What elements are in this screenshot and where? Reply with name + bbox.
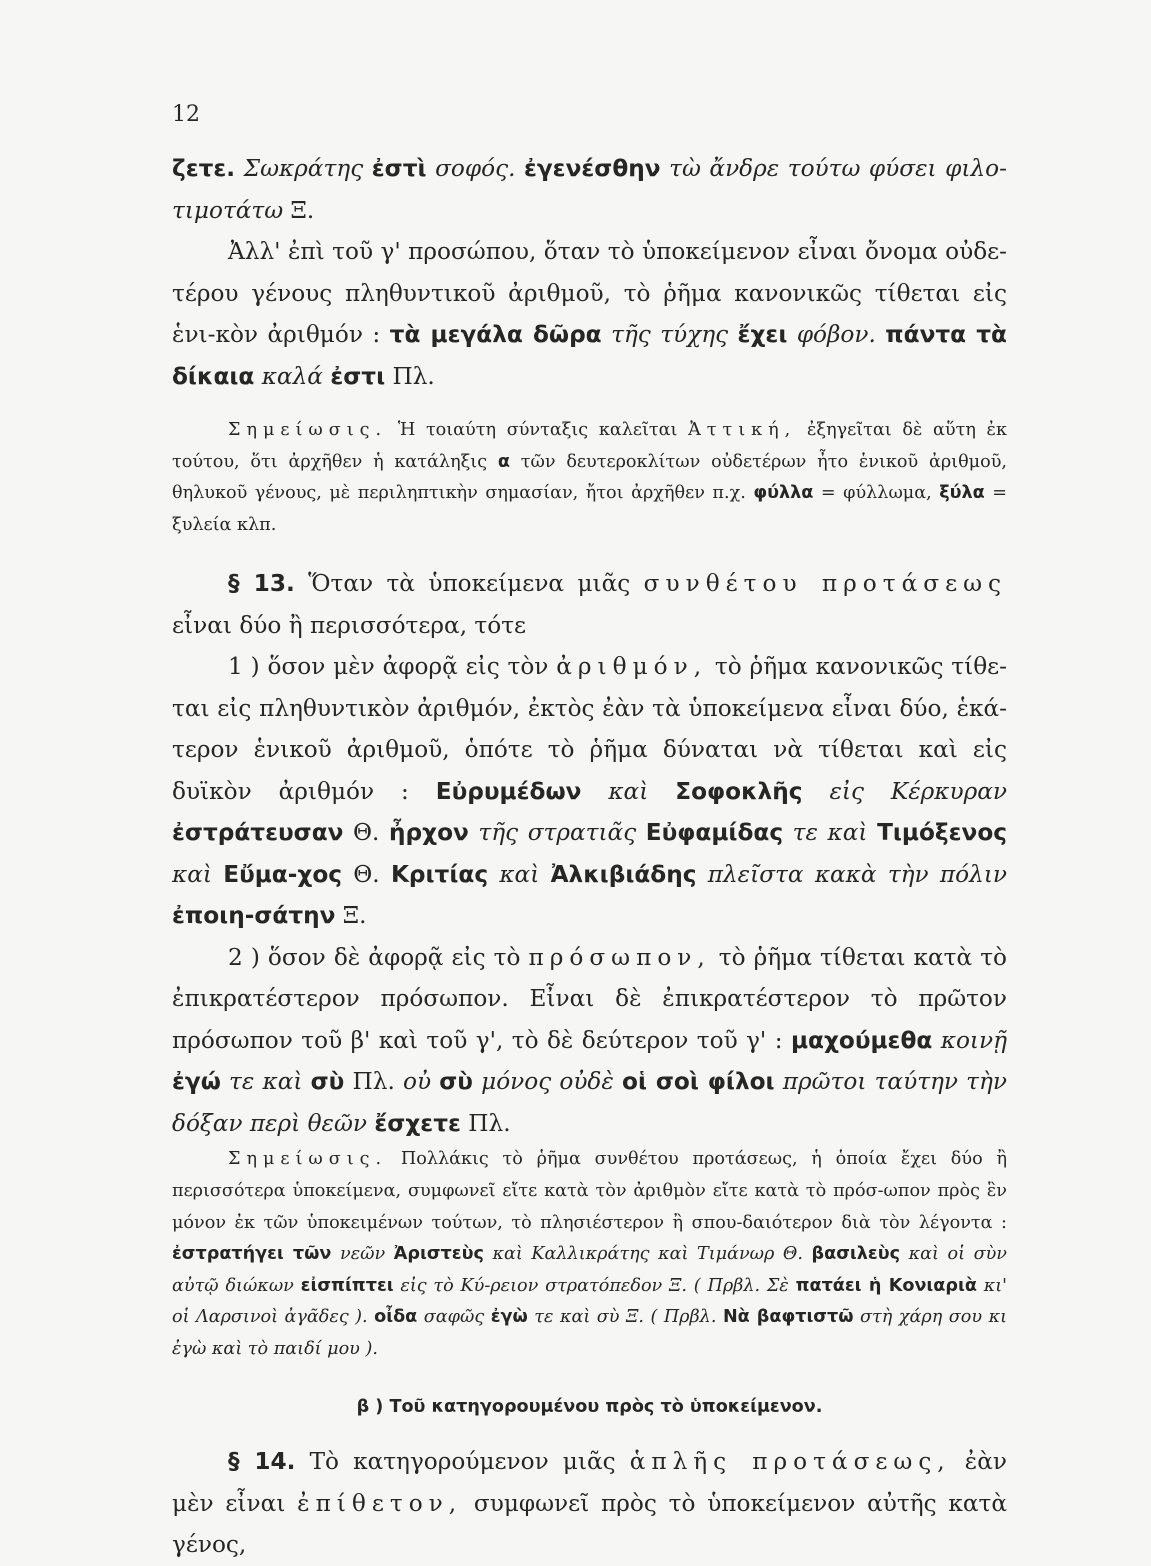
- text: Ξ.: [335, 902, 367, 930]
- text: Πλ.: [385, 362, 435, 390]
- term: βασιλεὺς: [811, 1244, 901, 1265]
- term: ἐστι: [330, 362, 386, 390]
- example-text: πρῶτοι ταύτην τὴν δόξαν περὶ θεῶν: [172, 1068, 1007, 1137]
- term: φύλλα: [753, 483, 814, 504]
- term: ἔσχετε: [374, 1109, 461, 1137]
- spaced-term: ἁπλῆς προτάσεως,: [629, 1448, 951, 1476]
- text: Ξ.: [283, 196, 315, 224]
- page-number: 12: [172, 102, 200, 127]
- section-13-item-2: [172, 937, 1007, 1145]
- text: τὸ ῥῆμα τίθεται κατὰ τὸ ἐπικρατέστερον πρόσωπον. Εἶναι δὲ ἐπικρατέστερον τὸ πρῶτον πρόσωπον τοῦ β' καὶ τοῦ γ', τὸ δὲ δεύτερον τοῦ γ' :: [172, 943, 1007, 1054]
- term: Κριτίας: [390, 860, 489, 888]
- text: τῶν δευτεροκλίτων οὐδετέρων ἦτο ἑνικοῦ ἀριθμοῦ, θηλυκοῦ γένους, μὲ περιληπτικὴν σημασίαν, ἤτοι ἀρχῆθεν π.χ.: [172, 451, 1007, 504]
- term: ἔχει: [737, 321, 788, 348]
- term: οἱ σοὶ φίλοι: [622, 1068, 775, 1096]
- text: ἐξηγεῖται δὲ αὕτη ἐκ τούτου, ὅτι ἀρχῆθεν ἡ κατάληξις: [172, 420, 1007, 472]
- example-text: φόβον.: [787, 321, 886, 348]
- term: ἐστρατήγει τῶν: [172, 1244, 332, 1265]
- term: Εὔμα-χος: [223, 860, 342, 888]
- example-text: καὶ οἱ σὺν αὐτῷ διώκων: [172, 1244, 1007, 1296]
- example-text: καλά: [254, 362, 331, 390]
- term: Εὐφαμίδας: [645, 819, 784, 847]
- term: σὺ: [310, 1068, 345, 1096]
- note-agreement: [172, 1144, 1007, 1365]
- term: τὰ μεγάλα δῶρα: [389, 321, 602, 348]
- section-13-intro: [172, 563, 1007, 646]
- spaced-term: πρόσωπον,: [528, 943, 711, 971]
- term: ζετε.: [172, 155, 236, 182]
- page-body: [172, 148, 1007, 1566]
- paragraph-attic-rule: [172, 231, 1007, 397]
- term: Νὰ βαφτιστῶ: [722, 1307, 854, 1328]
- spaced-term: Ἀττική,: [688, 420, 797, 440]
- text: 1 ) ὅσον μὲν ἀφορᾷ εἰς τὸν: [228, 653, 557, 681]
- text: Ὅταν τὰ ὑποκείμενα μιᾶς: [294, 570, 644, 598]
- term: μαχούμεθα: [790, 1026, 933, 1054]
- example-text: κι' οἱ Λαρσινοὶ ἀγᾶδες ).: [172, 1275, 1007, 1328]
- text: Τὸ κατηγορούμενον μιᾶς: [295, 1448, 630, 1476]
- example-text: οὐ: [403, 1068, 440, 1096]
- section-number: § 13.: [228, 570, 295, 598]
- text: εἶναι δύο ἢ περισσότερα, τότε: [172, 611, 527, 639]
- example-text: σαφῶς: [417, 1307, 491, 1328]
- example-text: καὶ Καλλικράτης καὶ Τιμάνωρ Θ.: [483, 1244, 812, 1265]
- example-text: τὼ ἄνδρε τούτω φύσει φιλο-τιμοτάτω: [172, 155, 1007, 224]
- spaced-term: ἀριθμόν,: [556, 653, 708, 681]
- example-text: καὶ: [172, 860, 224, 888]
- term: σὺ: [439, 1068, 473, 1096]
- paragraph-continuation: [172, 148, 1007, 231]
- note-attic: [172, 415, 1007, 541]
- example-text: Σωκράτης: [243, 155, 364, 182]
- text: Ἀλλ' ἐπὶ τοῦ γ' προσώπου, ὅταν τὸ ὑποκείμενον εἶναι ὄνομα οὐδε-τέρου γένους πληθυντικοῦ ἀριθμοῦ, τὸ ῥῆμα κανονικῶς τίθεται εἰς ἑνι-κὸν ἀριθμόν :: [172, 238, 1007, 348]
- term: ἐγὼ: [490, 1307, 528, 1328]
- subheading-block: [172, 1392, 1007, 1424]
- term: Ἀριστεὺς: [393, 1244, 484, 1265]
- example-text: τῆς τύχης: [601, 321, 738, 348]
- example-text: τε καὶ: [220, 1068, 311, 1096]
- upper-text: [172, 148, 1007, 397]
- example-text: μόνος οὐδὲ: [472, 1068, 623, 1096]
- example-text: εἰς τὸ Κύ-ρειον στρατόπεδον Ξ. ( Πρβλ. Σὲ: [393, 1275, 796, 1296]
- text: Πλ.: [344, 1068, 403, 1096]
- text: τὸ ῥῆμα κανονικῶς τίθε-ται εἰς πληθυντικὸν ἀριθμόν, ἐκτὸς ἐὰν τὰ ὑποκείμενα εἶναι δύο, ἑκά-τερον ἑνικοῦ ἀριθμοῦ, ὁπότε τὸ ῥῆμα δύναται νὰ τίθεται καὶ εἰς δυϊκὸν ἀριθμόν :: [172, 653, 1007, 805]
- section-number: § 14.: [228, 1448, 296, 1476]
- note-label: Σημείωσις.: [228, 420, 388, 440]
- example-text: σοφός.: [435, 155, 516, 182]
- text: Πλ.: [460, 1109, 511, 1137]
- example-text: τε καὶ σὺ Ξ. ( Πρβλ.: [527, 1307, 723, 1328]
- term: Σοφοκλῆς: [675, 777, 803, 805]
- term: Εὐρυμέδων: [435, 777, 582, 805]
- term: Τιμόξενος: [877, 819, 1007, 847]
- term: ἐποιη-σάτην: [172, 902, 336, 930]
- note-block-2: [172, 1144, 1007, 1365]
- term: ἐγώ: [172, 1068, 221, 1096]
- example-text: εἰς Κέρκυραν: [802, 777, 1007, 805]
- text: ἐὰν μὲν εἶναι: [172, 1448, 1007, 1517]
- example-text: καὶ: [581, 777, 676, 805]
- spaced-term: συνθέτου προτάσεως: [643, 570, 1007, 598]
- term: πατάει ἡ Κονιαριὰ: [795, 1275, 977, 1296]
- note-block-1: [172, 415, 1007, 541]
- example-text: τε καὶ: [783, 819, 878, 847]
- section-13: [172, 563, 1007, 1144]
- term: ἐγενέσθην: [523, 155, 661, 182]
- text: συμφωνεῖ πρὸς τὸ ὑποκείμενον αὐτῆς κατὰ γένος,: [172, 1489, 1007, 1559]
- text: Πολλάκις τὸ ῥῆμα συνθέτου προτάσεως, ἡ ὁποία ἔχει δύο ἢ περισσότερα ὑποκείμενα, συμφωνεῖ εἴτε κατὰ τὸν ἀριθμὸν εἴτε κατὰ τὸ πρόσ-ωπον πρὸς ἓν μόνον ἐκ τῶν ὑποκειμένων τούτων, τὸ πλησιέστερον ἢ σπου-δαιότερον διὰ τὸν λέγοντα :: [172, 1149, 1007, 1233]
- example-text: στὴ χάρη σου κι ἐγὼ καὶ τὸ παιδί μου ).: [172, 1307, 1007, 1359]
- note-label: Σημείωσις.: [228, 1149, 388, 1170]
- term: εἰσπίπτει: [300, 1275, 394, 1296]
- text: Ἡ τοιαύτη σύνταξις καλεῖται: [387, 420, 689, 440]
- spaced-term: ἐπίθετον,: [297, 1489, 463, 1517]
- example-text: τῆς στρατιᾶς: [468, 819, 646, 847]
- text: = φύλλωμα,: [813, 483, 940, 504]
- term: πάντα τὰ δίκαια: [172, 321, 1007, 390]
- example-text: πλεῖστα κακὰ τὴν πόλιν: [696, 860, 1008, 888]
- text: Θ.: [343, 819, 390, 847]
- term: α: [497, 451, 510, 472]
- example-text: κοινῇ: [932, 1026, 1007, 1054]
- section-14-intro: [172, 1441, 1007, 1566]
- section-14: [172, 1441, 1007, 1566]
- term: ἐστράτευσαν: [172, 819, 344, 847]
- text: = ξυλεία κλπ.: [172, 483, 1007, 535]
- term: ἦρχον: [389, 819, 469, 847]
- term: ξύλα: [939, 483, 985, 504]
- text: Θ.: [342, 860, 391, 888]
- term: οἶδα: [374, 1307, 418, 1328]
- term: ἐστὶ: [371, 155, 427, 182]
- text: 2 ) ὅσον δὲ ἀφορᾷ εἰς τὸ: [228, 943, 529, 971]
- term: Ἀλκιβιάδης: [550, 860, 697, 888]
- example-text: νεῶν: [331, 1244, 394, 1265]
- subheading-b: β ) Τοῦ κατηγορουμένου πρὸς τὸ ὑποκείμενον.: [356, 1396, 823, 1417]
- section-13-item-1: [172, 646, 1007, 937]
- example-text: καὶ: [488, 860, 551, 888]
